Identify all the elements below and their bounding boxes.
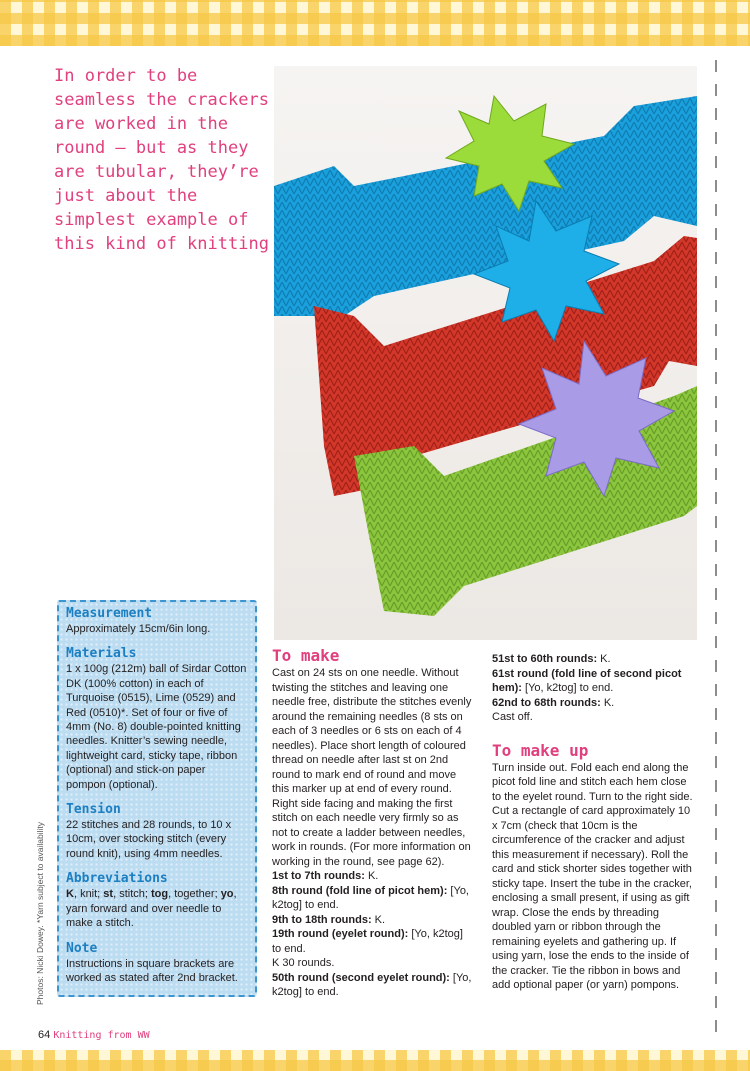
page-footer [38,1029,150,1041]
materials-text: 1 x 100g (212m) ball of Sirdar Cotton DK (100% cotton) in each of Turquoise (0515), Lime (0529) and Red (0510)*. Set of four or five of 4mm (No. 8) double-pointed knitting needles. Knitter’s sewing needle, lightweight card, sticky tape, ribbon (optional) and stick-on paper pompon (optional). [66,663,247,791]
round-step [272,884,474,913]
abbreviations-heading: Abbreviations [66,871,168,887]
gingham-bottom-border [0,1050,750,1071]
instructions-column-2 [492,652,696,993]
abbreviations-text [66,887,248,930]
abbr-st: st [103,888,114,901]
crackers-photo [274,66,697,640]
photo-credit: Photos: Nicki Dowey. *Yarn subject to availability [35,822,45,1005]
note-text: Instructions in square brackets are worked as stated after 2nd bracket. [66,957,238,984]
round-label: 9th to 18th rounds: [272,913,372,926]
round-step [272,913,474,928]
page-number: 64 [38,1029,51,1041]
round-text: K. [597,653,611,665]
round-label: 19th round (eyelet round): [272,928,409,940]
abbr-st-def: , stitch; [113,888,151,901]
tension-heading: Tension [66,802,121,818]
to-make-up-para-2: Cut a rectangle of card approximately 10 x 7cm (check that 10cm is the circumference of the cracker and adjust this measurement if necessary). Roll the card and stick shorter sides together with sticky tape. Insert the tube in the cracker, enclosing a small present, if using as gift wrap. Close the ends by threading doubled yarn or ribbon through the remaining eyelets and gathering up. If using yarn, lose the ends to the inside of the cracker. Tie the ribbon in bows and add optional paper (or yarn) pompons. [492,805,692,991]
instructions-column-1 [272,646,474,1000]
round-text: K. [600,696,615,709]
round-label: 8th round (fold line of picot hem): [272,884,448,897]
round-label: 51st to 60th rounds: [492,653,598,665]
round-step [272,956,474,971]
round-step [272,927,474,956]
round-step [272,869,474,884]
to-make-up-heading: To make up [492,740,589,760]
round-step [492,667,696,696]
round-text: K. [364,870,379,882]
crackers-illustration [274,66,697,640]
to-make-para-1: Cast on 24 sts on one needle. Without twisting the stitches and leaving one needle free, distribute the stitches evenly around the remaining needles (8 sts on each of 3 needles or 6 sts on each of 4 needles). Place short length of coloured thread on needle after last st on 2nd round to mark end of round and move this marker up at end of every round. [272,667,472,795]
pull-quote: In order to be seamless the crackers are worked in the round – but as they are tubular, they’re just about the simplest example of this kind of knitting [54,66,269,254]
round-text: [Yo, k2tog] to end. [272,971,472,998]
note-heading: Note [66,940,98,956]
tension-text: 22 stitches and 28 rounds, to 10 x 10cm, over stocking stitch (every round knit), using 4mm needles. [66,819,232,860]
round-label: 50th round (second eyelet round): [272,971,450,984]
to-make-heading: To make [272,646,340,665]
round-text: [Yo, k2tog] to end. [272,928,463,955]
round-step [492,652,696,667]
abbr-tog-def: , together; [168,888,221,901]
to-make-up-para-1: Turn inside out. Fold each end along the picot fold line and stitch each hem close to the eyelet round. Turn to the right side. [492,761,693,803]
round-text: [Yo, k2tog] to end. [272,884,469,911]
round-text: K. [371,913,386,926]
round-label: 62nd to 68th rounds: [492,696,601,709]
abbr-k-def: , knit; [73,888,104,901]
abbr-tog: tog [150,888,169,901]
to-make-para-2: Right side facing and making the first stitch on each needle very firmly so as not to create a ladder between needles, work in rounds. (For more information on working in the round, see page 62). [272,797,471,868]
round-label: 1st to 7th rounds: [272,870,365,882]
page-edge-dashes [715,60,717,1040]
round-text: K 30 rounds. [272,957,335,969]
materials-heading: Materials [66,646,137,662]
round-text: [Yo, k2tog] to end. [521,682,614,694]
measurement-heading: Measurement [66,606,153,621]
publication-name: Knitting from WW [53,1030,150,1041]
round-step [272,971,474,1000]
round-text: Cast off. [492,711,533,723]
round-step [492,710,696,725]
abbr-k: K [66,888,74,901]
round-step [492,696,696,711]
abbr-yo: yo [220,888,234,901]
measurement-text: Approximately 15cm/6in long. [66,623,211,635]
round-label: 61st round (fold line of second picot hem): [492,667,682,694]
info-sidebar [57,600,257,997]
gingham-top-border [0,0,750,46]
abbr-yo-def: , yarn forward and over needle to make a stitch. [66,888,237,930]
